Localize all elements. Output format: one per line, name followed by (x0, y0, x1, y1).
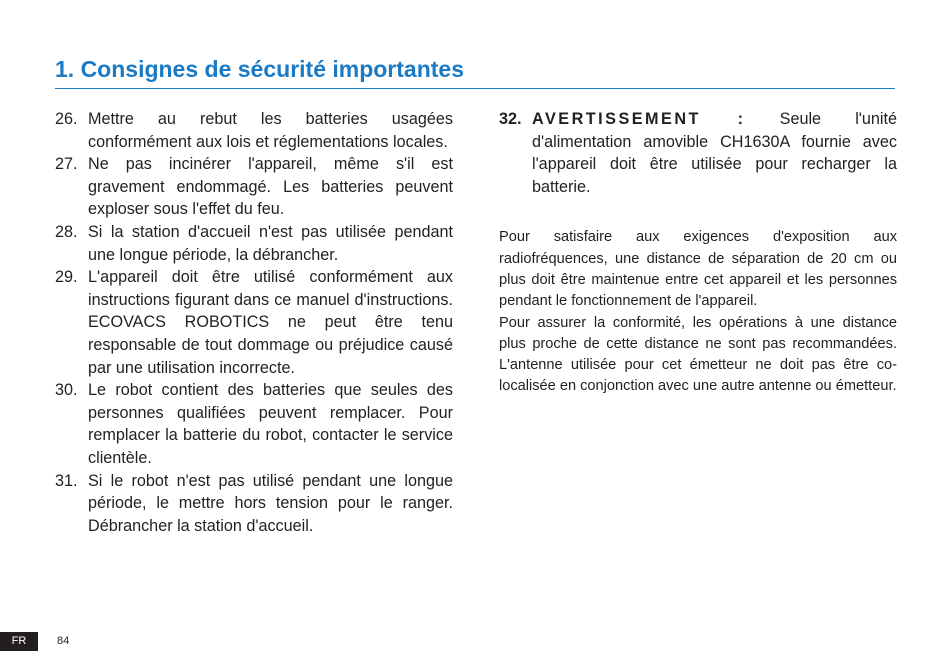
item-number: 27. (55, 155, 78, 174)
list-item (55, 266, 453, 379)
item-text: Si le robot n'est pas utilisé pendant une longue période, le mettre hors tension pour le ranger. Débrancher la station d'accueil. (88, 471, 453, 535)
warning-item (499, 108, 897, 198)
page-number: 84 (57, 635, 70, 647)
left-column (55, 108, 453, 537)
item-number: 26. (55, 110, 78, 128)
item-text: Si la station d'accueil n'est pas utilisée pendant une longue période, la débrancher. (88, 222, 453, 264)
rf-exposure-notice (499, 227, 897, 397)
item-text: Mettre au rebut les batteries usagées conformément aux lois et réglementations locales. (88, 110, 453, 151)
safety-list (55, 108, 453, 537)
list-item (55, 221, 453, 266)
page-title: 1. Consignes de sécurité importantes (55, 56, 465, 82)
item-text: L'appareil doit être utilisé conformément aux instructions figurant dans ce manuel d'instructions. ECOVACS ROBOTICS ne peut être tenu responsable de tout dommage ou préjudice causé par une utilisation incorrecte. (88, 268, 453, 377)
item-number: 32. (499, 110, 522, 128)
item-text: Seule l'unité d'alimentation amovible CH1630A fournie avec l'appareil doit être utilisée pour recharger la batterie. (532, 110, 897, 196)
item-number: 30. (55, 381, 78, 400)
right-column (499, 108, 897, 398)
item-number: 28. (55, 222, 78, 241)
notice-paragraph: Pour assurer la conformité, les opérations à une distance plus proche de cette distance ne sont pas recommandées. L'antenne utilisée pour cet émetteur ne doit pas être co-localisée en conjonction avec une autre antenne ou émetteur. (499, 314, 897, 395)
language-tab: FR (0, 632, 38, 651)
item-number: 31. (55, 471, 78, 490)
item-text: Le robot contient des batteries que seules des personnes qualifiées peuvent remplacer. Pour remplacer la batterie du robot, contacter le service clientèle. (88, 381, 453, 467)
list-item (55, 153, 453, 221)
notice-paragraph: Pour satisfaire aux exigences d'exposition aux radiofréquences, une distance de séparation de 20 cm ou plus doit être maintenue entre cet appareil et les personnes pendant le fonctionnement de l'appareil. (499, 229, 897, 310)
item-number: 29. (55, 268, 78, 287)
title-divider (55, 88, 895, 89)
warning-list (499, 108, 897, 198)
list-item (55, 108, 453, 153)
item-text: Ne pas incinérer l'appareil, même s'il est gravement endommagé. Les batteries peuvent exploser sous l'effet du feu. (88, 155, 453, 219)
warning-label: AVERTISSEMENT : (532, 110, 746, 128)
list-item (55, 470, 453, 538)
list-item (55, 379, 453, 469)
